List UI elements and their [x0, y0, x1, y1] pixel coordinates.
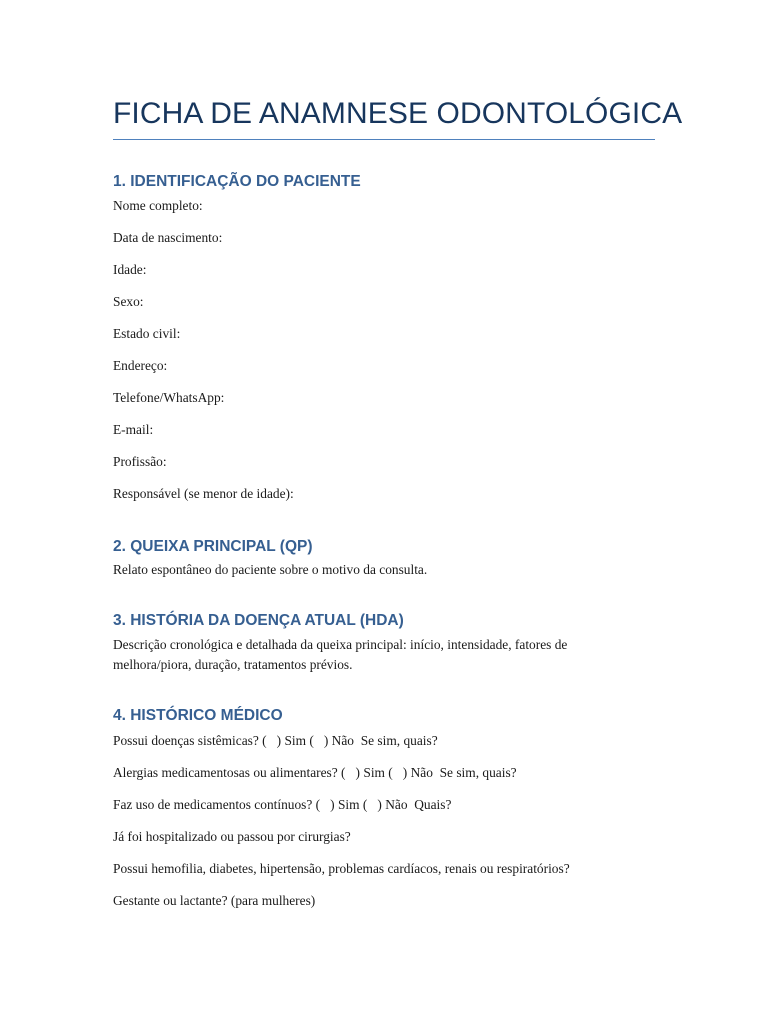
field-telefone: Telefone/WhatsApp:: [113, 390, 225, 405]
section-description-continued: melhora/piora, duração, tratamentos prévios.: [113, 657, 353, 672]
question-alergias: Alergias medicamentosas ou alimentares? ( ) Sim ( ) Não Se sim, quais?: [113, 765, 517, 780]
question-hospitalizacao: Já foi hospitalizado ou passou por cirurgias?: [113, 829, 351, 844]
section-description: Descrição cronológica e detalhada da queixa principal: início, intensidade, fatores de: [113, 637, 568, 652]
document-title: FICHA DE ANAMNESE ODONTOLÓGICA: [113, 97, 683, 130]
section-heading: 4. HISTÓRICO MÉDICO: [113, 707, 283, 724]
field-sexo: Sexo:: [113, 294, 144, 309]
field-profissao: Profissão:: [113, 454, 167, 469]
section-heading: 2. QUEIXA PRINCIPAL (QP): [113, 538, 313, 555]
question-doencas-sistemicas: Possui doenças sistêmicas? ( ) Sim ( ) Não Se sim, quais?: [113, 733, 438, 748]
field-data-nascimento: Data de nascimento:: [113, 230, 223, 245]
field-estado-civil: Estado civil:: [113, 326, 181, 341]
question-condicoes-cronicas: Possui hemofilia, diabetes, hipertensão, problemas cardíacos, renais ou respiratórios?: [113, 861, 570, 876]
section-heading: 3. HISTÓRIA DA DOENÇA ATUAL (HDA): [113, 612, 404, 629]
field-nome-completo: Nome completo:: [113, 198, 203, 213]
question-gestante-lactante: Gestante ou lactante? (para mulheres): [113, 893, 316, 908]
field-idade: Idade:: [113, 262, 147, 277]
section-description: Relato espontâneo do paciente sobre o motivo da consulta.: [113, 562, 428, 577]
question-medicamentos: Faz uso de medicamentos contínuos? ( ) Sim ( ) Não Quais?: [113, 797, 452, 812]
field-responsavel: Responsável (se menor de idade):: [113, 486, 294, 501]
field-email: E-mail:: [113, 422, 154, 437]
section-heading: 1. IDENTIFICAÇÃO DO PACIENTE: [113, 173, 361, 190]
field-endereco: Endereço:: [113, 358, 168, 373]
title-underline: [113, 139, 655, 140]
